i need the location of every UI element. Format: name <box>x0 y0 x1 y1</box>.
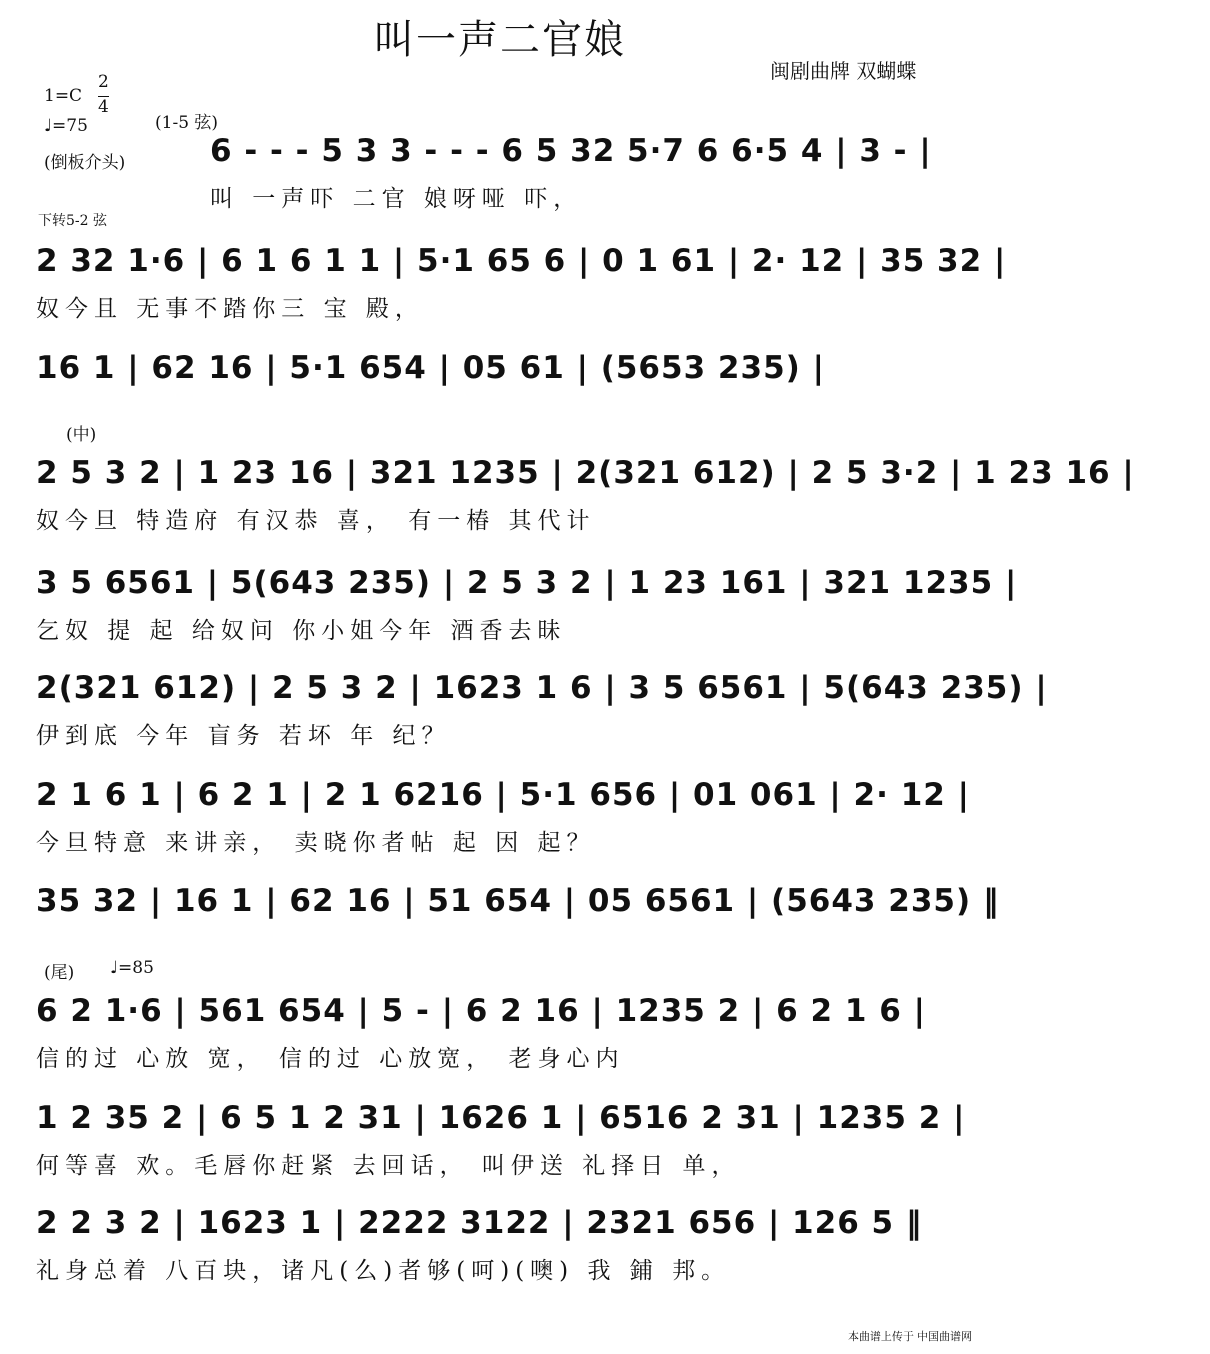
score-line-2 <box>0 238 1007 348</box>
tuning-mark: (1-5 弦) <box>155 113 219 133</box>
score-line-9 <box>0 988 1000 1098</box>
notation-line: 6 2 1·6 | 561 654 | 5 - | 6 2 16 | 1235 2 | 6 2 1 6 | <box>36 993 926 1029</box>
lyric-line: 叫 一声吓 二官 娘呀哑 吓， <box>210 186 583 212</box>
score-line-3 <box>0 345 1000 455</box>
lyric-line: 何等喜 欢。毛唇你赶紧 去回话， 叫伊送 礼择日 单， <box>36 1153 741 1179</box>
song-title: 叫一声二官娘 <box>374 17 626 63</box>
notation-line: 6 - - - 5 3 3 - - - 6 5 32 5·7 6 6·5 4 | 3 - | <box>210 133 932 169</box>
notation-line: 2 2 3 2 | 1623 1 | 2222 3122 | 2321 656 | 126 5 ‖ <box>36 1205 923 1241</box>
lyric-line: 信的过 心放 宽， 信的过 心放宽， 老身心内 <box>36 1046 625 1072</box>
lyric-line: 奴今旦 特造府 有汉恭 喜， 有一椿 其代计 <box>36 508 596 534</box>
lyric-line: 乞奴 提 起 给奴问 你小姐今年 酒香去昧 <box>36 618 567 644</box>
score-line-11 <box>0 1200 1000 1310</box>
notation-line: 2(321 612) | 2 5 3 2 | 1623 1 6 | 3 5 6561 | 5(643 235) | <box>36 670 1048 706</box>
lyric-line: 礼身总着 八百块，诸凡(么)者够(呵)(噢) 我 鋪 邦。 <box>36 1258 731 1284</box>
score-line-7 <box>0 772 1000 882</box>
mid-section-label: (中) <box>66 425 97 445</box>
notation-line: 2 1 6 1 | 6 2 1 | 2 1 6216 | 5·1 656 | 01 061 | 2· 12 | <box>36 777 970 813</box>
notation-line: 1 2 35 2 | 6 5 1 2 31 | 1626 1 | 6516 2 31 | 1235 2 | <box>36 1100 966 1136</box>
key-signature: 1=C <box>44 86 83 106</box>
notation-line: 16 1 | 62 16 | 5·1 654 | 05 61 | (5653 235) | <box>36 350 825 386</box>
score-line-5 <box>0 560 1018 670</box>
score-line-6 <box>0 665 1048 775</box>
tempo-mark: ♩=75 <box>44 116 88 136</box>
time-signature-bottom: 4 <box>98 97 109 117</box>
notation-line: 2 32 1·6 | 6 1 6 1 1 | 5·1 65 6 | 0 1 61 | 2· 12 | 35 32 | <box>36 243 1007 279</box>
score-line-4 <box>0 450 1135 560</box>
lyric-line: 今旦特意 来讲亲， 卖晓你者帖 起 因 起？ <box>36 830 596 856</box>
end-tempo-mark: ♩=85 <box>110 958 154 978</box>
notation-line: 3 5 6561 | 5(643 235) | 2 5 3 2 | 1 23 161 | 321 1235 | <box>36 565 1018 601</box>
song-subtitle: 闽剧曲牌 双蝴蝶 <box>770 59 917 83</box>
lyric-line: 奴今且 无事不踏你三 宝 殿， <box>36 296 424 322</box>
lyric-line: 伊到底 今年 盲务 若坏 年 纪？ <box>36 723 451 749</box>
notation-line: 2 5 3 2 | 1 23 16 | 321 1235 | 2(321 612) | 2 5 3·2 | 1 23 16 | <box>36 455 1135 491</box>
modulation-mark: 下转5-2 弦 <box>38 213 107 229</box>
score-line-8 <box>0 878 1000 988</box>
notation-line: 35 32 | 16 1 | 62 16 | 51 654 | 05 6561 | (5643 235) ‖ <box>36 883 1000 919</box>
score-line-10 <box>0 1095 1000 1205</box>
time-signature-top: 2 <box>98 72 109 92</box>
end-section-label: (尾) <box>44 963 75 983</box>
intro-label: (倒板介头) <box>44 153 126 173</box>
score-line-1 <box>0 128 1000 238</box>
footer-credit: 本曲谱上传于 中国曲谱网 <box>847 1331 972 1343</box>
